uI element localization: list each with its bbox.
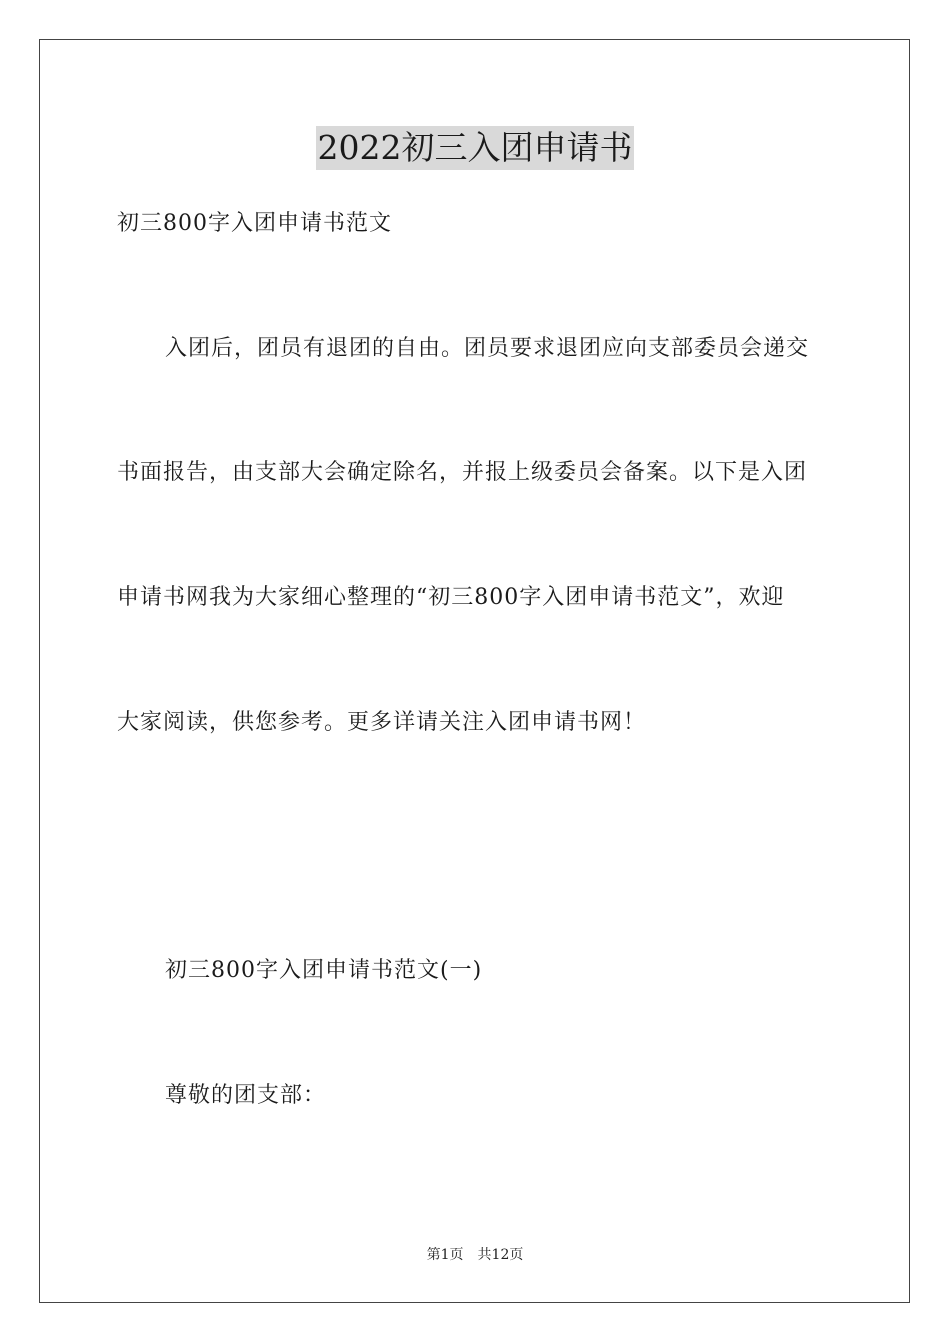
page-number-total: 共12页 — [477, 1247, 524, 1263]
paragraph-line-3: 申请书网我为大家细心整理的“初三800字入团申请书范文”，欢迎 — [117, 585, 785, 610]
paragraph-line-2: 书面报告，由支部大会确定除名，并报上级委员会备案。以下是入团 — [117, 460, 808, 485]
document-title: 2022初三入团申请书 — [316, 126, 635, 170]
page-footer — [0, 1246, 950, 1264]
paragraph-line-4: 大家阅读，供您参考。更多详请关注入团申请书网！ — [117, 710, 647, 735]
salutation: 尊敬的团支部： — [165, 1083, 327, 1108]
sample-heading: 初三800字入团申请书范文(一) — [165, 958, 483, 983]
paragraph-line-1: 入团后，团员有退团的自由。团员要求退团应向支部委员会递交 — [165, 336, 810, 361]
page-number-current: 第1页 — [426, 1247, 464, 1263]
title-container — [0, 126, 950, 170]
document-subtitle: 初三800字入团申请书范文 — [117, 211, 392, 236]
